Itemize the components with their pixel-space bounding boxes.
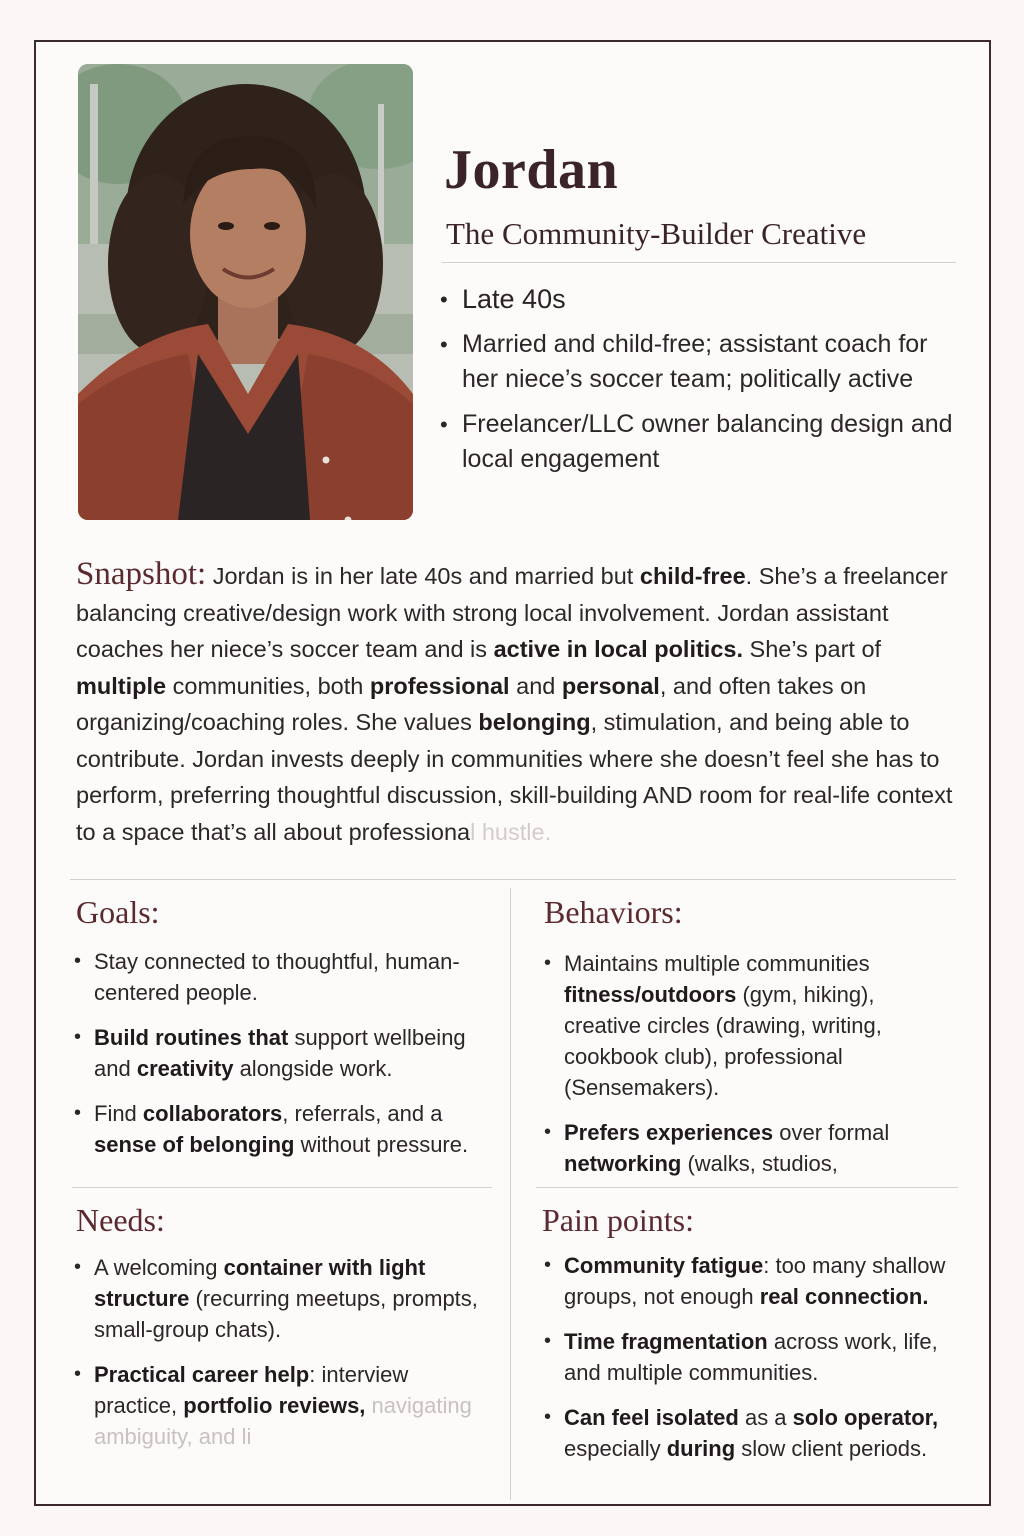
list-item-text: support wellbeing and [94,1025,466,1081]
snapshot-segment: . She’s a freelancer balancing creative/design work with strong local involvement. Jordan assistant coaches her niece’s soccer team and is [76,563,948,662]
portrait-illustration [78,64,413,520]
list-item-text: networking [564,1151,682,1176]
list-item-text: sense of belonging [94,1132,295,1157]
list-item-text: Can feel isolated [564,1405,739,1430]
list-item-text: (gym, hiking), creative circles (drawing, writing, cookbook club), professional (Sensemakers). [564,982,882,1100]
goals-heading: Goals: [76,894,160,930]
divider [72,1187,492,1188]
divider [70,879,956,880]
portrait-photo [78,64,413,520]
persona-facts-list [440,282,960,487]
list-item-text: alongside work. [233,1056,393,1081]
list-item-text: solo operator, [792,1405,939,1430]
list-item-text: Practical career help [94,1362,310,1387]
snapshot-segment: personal [561,672,660,699]
list-item-text: (walks, studios, [681,1151,838,1176]
behaviors-heading: Behaviors: [544,894,683,930]
needs-list [74,1252,484,1466]
list-item-text: : too many shallow groups, not enough [564,1253,946,1309]
snapshot-segment: and [509,672,562,699]
list-item [74,946,494,1008]
fact-item-age: • Late 40s [440,282,960,317]
snapshot-paragraph [76,556,956,850]
list-item-text: real connection. [759,1284,929,1309]
list-item [544,948,944,1103]
list-item-text: Community fatigue [564,1253,764,1278]
list-item [74,1359,484,1452]
list-item-text: creativity [136,1056,234,1081]
list-item [544,1326,954,1388]
list-item-text: navigating ambiguity, and li [94,1393,472,1449]
snapshot-segment: multiple [76,672,167,699]
list-item-text: fitness/outdoors [564,982,737,1007]
fact-item-life: • Married and child-free; assistant coach for her niece’s soccer team; politically active [440,327,960,397]
list-item [544,1250,954,1312]
pain-points-list [544,1250,954,1478]
snapshot-segment: Jordan is in her late 40s and married but [206,563,640,589]
list-item-text: without pressure. [294,1132,469,1157]
persona-card [34,40,991,1506]
snapshot-segment: communities, both [166,672,370,699]
list-item-text: portfolio reviews, [183,1393,366,1418]
list-item-text: : interview practice, [94,1362,409,1418]
column-divider [510,888,511,1500]
list-item-text: Stay connected to thoughtful, human-centered people. [94,949,460,1005]
list-item-text: Time fragmentation [564,1329,768,1354]
list-item-text: especially [564,1436,667,1461]
goals-list [74,946,494,1174]
list-item-text: during [666,1436,736,1461]
persona-subtitle: The Community-Builder Creative [446,216,867,251]
snapshot-segment: belonging [478,709,591,735]
list-item-text: Maintains multiple communities [564,951,870,976]
snapshot-segment: l hustle. [470,818,552,845]
list-item [74,1252,484,1345]
divider [442,262,956,263]
list-item [74,1022,494,1084]
snapshot-body [76,563,952,845]
snapshot-segment: active in local politics. [493,636,744,662]
list-item [74,1098,494,1160]
list-item-text: Build routines that [94,1025,289,1050]
list-item-text: Find [94,1101,143,1126]
list-item-text: A welcoming [94,1255,224,1280]
pain-points-heading: Pain points: [542,1202,695,1238]
list-item-text: slow client periods. [735,1436,928,1461]
list-item [544,1117,944,1179]
snapshot-segment: She’s part of [743,636,882,662]
list-item-text: container with light structure [94,1255,426,1311]
snapshot-segment: , and often takes on organizing/coaching roles. She values [76,672,867,735]
list-item-text: as a [738,1405,793,1430]
list-item-text: (recurring meetups, prompts, small-group chats). [94,1286,478,1342]
list-item-text: , referrals, and a [282,1101,443,1126]
list-item-text: collaborators [142,1101,283,1126]
persona-name: Jordan [444,139,619,201]
fact-item-work: • Freelancer/LLC owner balancing design and local engagement [440,407,960,477]
needs-heading: Needs: [76,1202,165,1238]
snapshot-segment: , stimulation, and being able to contribute. Jordan invests deeply in communities where she doesn’t feel she has to perform, preferring thoughtful discussion, skill-building AND room for real-life context to a space that’s all about professiona [76,709,953,845]
list-item-text: Prefers experiences [564,1120,774,1145]
behaviors-list [544,948,944,1193]
list-item-text: across work, life, and multiple communities. [564,1329,938,1385]
snapshot-heading: Snapshot: [76,556,207,592]
snapshot-segment: child-free [639,563,746,589]
list-item-text: over formal [773,1120,890,1145]
list-item [544,1402,954,1464]
snapshot-segment: professional [369,672,510,699]
